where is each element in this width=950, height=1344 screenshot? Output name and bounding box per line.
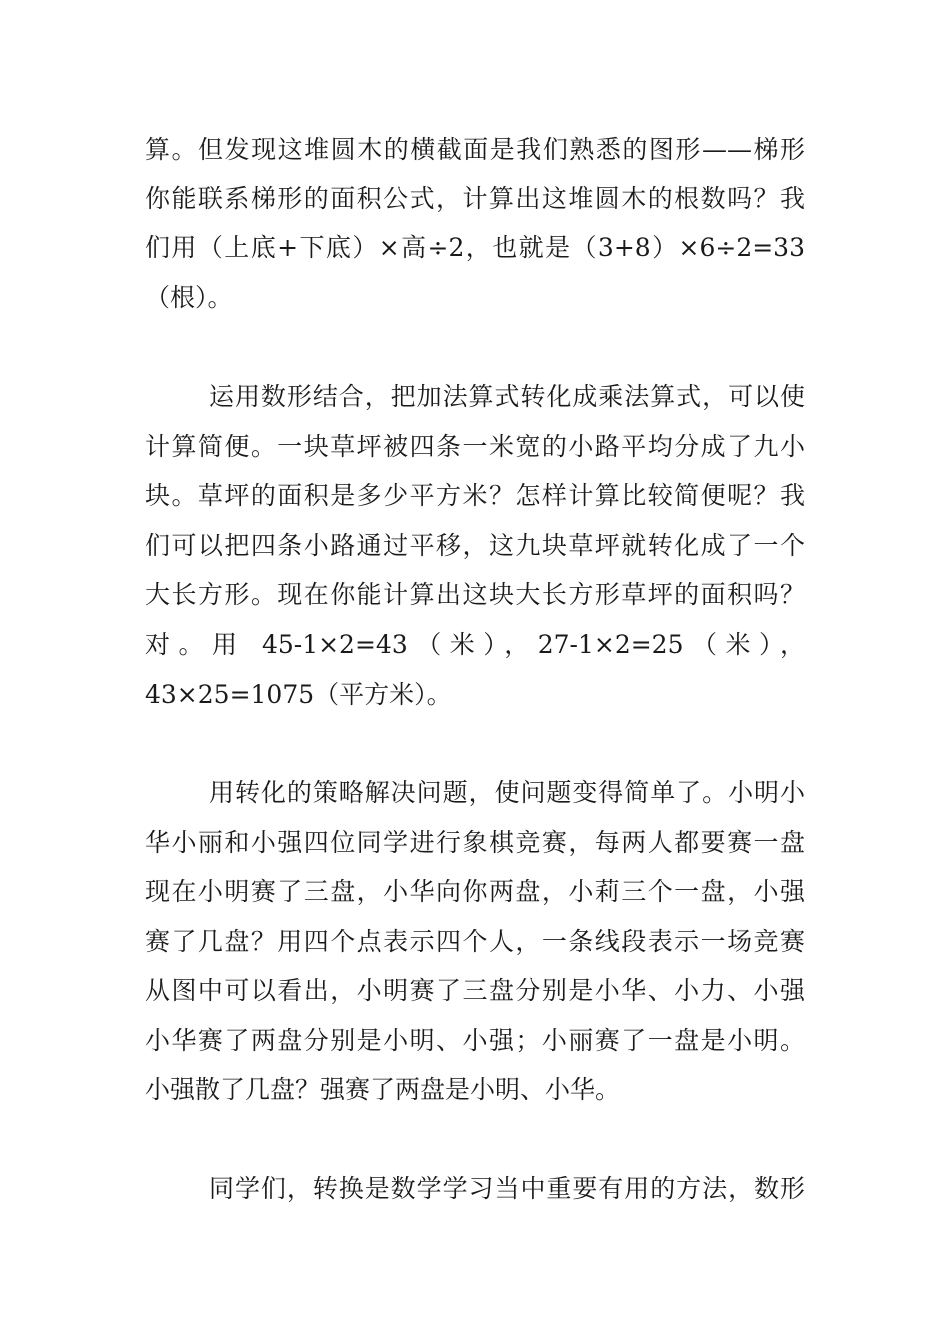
text-line: 43×25=1075（平方米）。: [145, 680, 452, 709]
text-line: 小华赛了两盘分别是小明、小强；小丽赛了一盘是小明。: [145, 1026, 805, 1055]
text-line: 大长方形。现在你能计算出这块大长方形草坪的面积吗？: [145, 580, 805, 609]
text-line: 对。用 45-1×2=43（米），27-1×2=25（米），: [145, 630, 805, 659]
text-line: 用转化的策略解决问题，使问题变得简单了。小明小: [209, 778, 805, 807]
text-line: 运用数形结合，把加法算式转化成乘法算式，可以使: [209, 382, 805, 411]
text-line: 计算简便。一块草坪被四条一米宽的小路平均分成了九小: [145, 432, 805, 461]
text-line: 从图中可以看出，小明赛了三盘分别是小华、小力、小强: [145, 976, 805, 1005]
text-line: 们用（上底+下底）×高÷2，也就是（3+8）×6÷2=33: [145, 233, 805, 262]
text-line: 算。但发现这堆圆木的横截面是我们熟悉的图形——梯形: [145, 135, 805, 164]
text-line: 块。草坪的面积是多少平方米？怎样计算比较简便呢？我: [145, 481, 805, 510]
text-line: （根）。: [145, 283, 233, 312]
text-line: 小强散了几盘？强赛了两盘是小明、小华。: [145, 1075, 621, 1104]
text-line: 同学们，转换是数学学习当中重要有用的方法，数形: [209, 1174, 805, 1203]
text-line: 华小丽和小强四位同学进行象棋竞赛，每两人都要赛一盘: [145, 828, 805, 857]
text-line: 你能联系梯形的面积公式，计算出这堆圆木的根数吗？我: [145, 184, 805, 213]
text-line: 赛了几盘？用四个点表示四个人，一条线段表示一场竞赛: [145, 927, 805, 956]
text-line: 们可以把四条小路通过平移，这九块草坪就转化成了一个: [145, 531, 805, 560]
text-line: 现在小明赛了三盘，小华向你两盘，小莉三个一盘，小强: [145, 877, 805, 906]
